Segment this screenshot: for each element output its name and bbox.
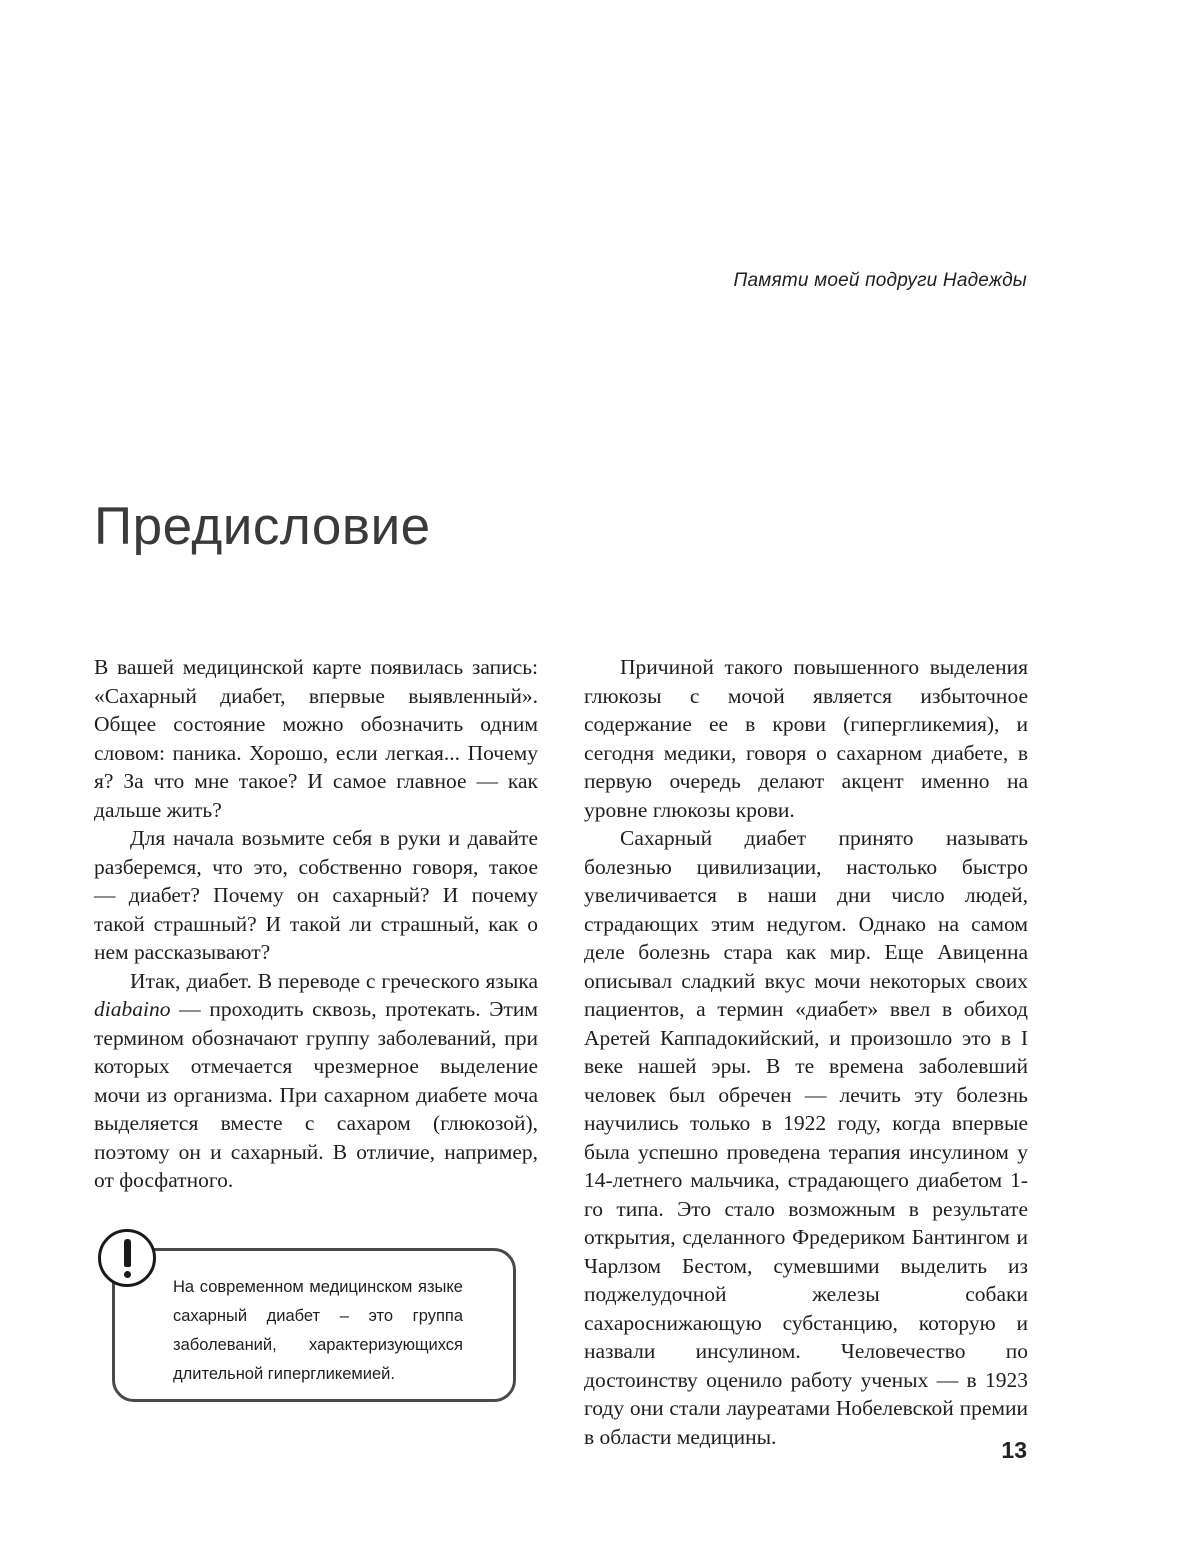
paragraph-text: — проходить сквозь, протекать. Этим термином обозначают группу заболеваний, при которых отмечается чрезмерное выделение мочи из организма. При сахарном диабете моча выделяется вместе с сахаром (глюкозой), поэтому он и сахарный. В отличие, например, от фосфатного. — [94, 997, 538, 1192]
left-column — [94, 653, 538, 1195]
paragraph — [94, 967, 538, 1195]
callout-text: На современном медицинском языке сахарный диабет – это группа заболеваний, характеризующихся длительной гипергликемией. — [173, 1278, 463, 1383]
exclamation-icon — [98, 1229, 156, 1287]
paragraph: Причиной такого повышенного выделения глюкозы с мочой является избыточное содержание ее в крови (гипергликемия), и сегодня медики, говоря о сахарном диабете, в первую очередь делают акцент именно на уровне глюкозы крови. — [584, 655, 1028, 822]
paragraph-text: Итак, диабет. В переводе с греческого языка — [130, 968, 538, 993]
chapter-title: Предисловие — [94, 497, 431, 556]
epigraph: Памяти моей подруги Надежды — [733, 270, 1027, 291]
paragraph: В вашей медицинской карте появилась запись: «Сахарный диабет, впервые выявленный». Общее состояние можно обозначить одним словом: паника. Хорошо, если легкая... Почему я? За что мне такое? И самое главное — как дальше жить? — [94, 655, 538, 822]
page-number: 13 — [1001, 1437, 1027, 1463]
paragraph: Для начала возьмите себя в руки и давайте разберемся, что это, собственно говоря, такое — диабет? Почему он сахарный? И почему такой страшный? И такой ли страшный, как о нем рассказывают? — [94, 826, 538, 964]
callout-box — [112, 1248, 516, 1402]
paragraph: Сахарный диабет принято называть болезнью цивилизации, настолько быстро увеличивается в наши дни число людей, страдающих этим недугом. Однако на самом деле болезнь стара как мир. Еще Авиценна описывал сладкий вкус мочи некоторых своих пациентов, а термин «диабет» ввел в обиход Аретей Каппадокийский, и произошло это в I веке нашей эры. В те времена заболевший человек был обречен — лечить эту болезнь научились только в 1922 году, когда впервые была успешно проведена терапия инсулином у 14-летнего мальчика, страдающего диабетом 1-го типа. Это стало возможным в результате открытия, сделанного Фредериком Бантингом и Чарлзом Бестом, сумевшими выделить из поджелудочной железы собаки сахароснижающую субстанцию, которую и назвали инсулином. Человечество по достоинству оценило работу ученых — в 1923 году они стали лауреатами Нобелевской премии в области медицины. — [584, 826, 1028, 1449]
exclamation-dot — [124, 1271, 131, 1278]
exclamation-bar — [124, 1239, 131, 1267]
right-column — [584, 653, 1028, 1451]
greek-term: diabaino — [94, 997, 171, 1021]
